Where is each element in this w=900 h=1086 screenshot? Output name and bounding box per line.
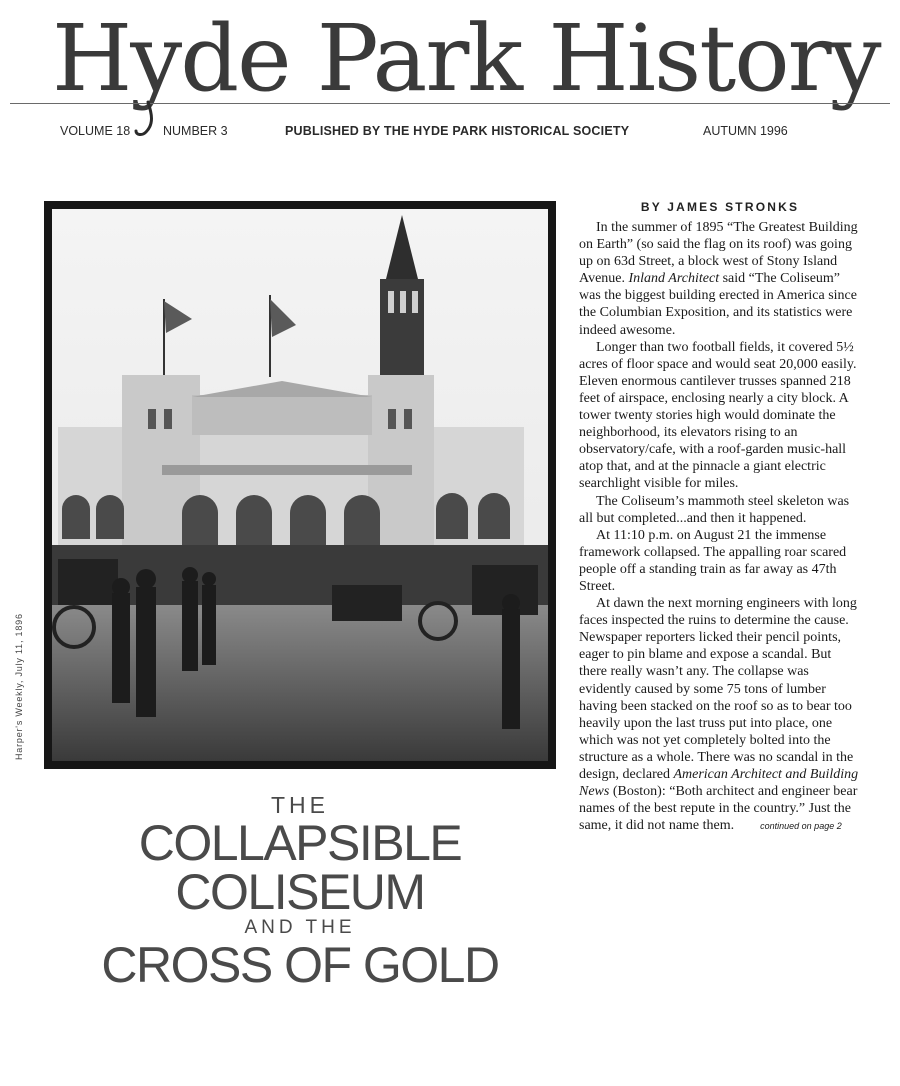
issue-number: NUMBER 3 xyxy=(163,124,228,138)
paragraph-5-text-b: (Boston): “Both architect and engineer bear names of the best repute in the country.” Just the same, it did not name them. xyxy=(579,784,858,834)
headline-cross-of-gold: CROSS OF GOLD xyxy=(101,937,499,993)
headline-the: THE xyxy=(271,792,329,818)
paragraph-4: At 11:10 p.m. on August 21 the immense framework collapsed. The appalling roar scared people off a standing train as far away as 47th Street. xyxy=(579,527,847,594)
coliseum-photo xyxy=(44,201,556,769)
paragraph-5-italic: American Architect and Building News xyxy=(579,767,859,800)
issue-volume: VOLUME 18 xyxy=(60,124,131,138)
publisher-line: PUBLISHED BY THE HYDE PARK HISTORICAL SOCIETY xyxy=(285,124,630,138)
masthead-title: Hyde Park History xyxy=(52,5,880,112)
byline: BY JAMES STRONKS xyxy=(640,200,800,214)
headline-collapsible: COLLAPSIBLE xyxy=(138,815,462,871)
paragraph-5-text-a: At dawn the next morning engineers with long faces inspected the ruins to determine the cause. Newspaper reporters licked their pencil points, eager to pin blame and expose a scandal. But there really wasn’t any. The collapse was evidently caused by some 75 tons of lumber having been stacked on the roof so as to bear too heavily upon the last truss put into place, one which was not yet completely bolted into the structure as a whole. There was no scandal in the design, declared xyxy=(579,596,857,782)
paragraph-1-italic: Inland Architect xyxy=(628,271,720,287)
masthead xyxy=(0,0,900,150)
paragraph-1-text-b: said “The Coliseum” was the biggest building erected in America since the Columbian Exposition, and its statistics were indeed awesome. xyxy=(579,271,857,338)
headline-coliseum: COLISEUM xyxy=(175,864,425,920)
continued-link[interactable]: continued on page 2 xyxy=(760,821,842,832)
issue-season: AUTUMN 1996 xyxy=(703,124,788,138)
paragraph-2: Longer than two football fields, it covered 5½ acres of floor space and would seat 20,000 easily. Eleven enormous cantilever trusses spanned 218 feet of airspace, enclosing nearly a city block. A tower twenty stories high would dominate the neighborhood, its elevators rising to an observatory/cafe, with a roof-garden music-hall atop that, and at the pinnacle a giant electric searchlight visible for miles. xyxy=(579,339,857,492)
paragraph-1 xyxy=(579,219,862,339)
paragraph-1-text-a: In the summer of 1895 “The Greatest Building on Earth” (so said the flag on its roof) was going up on 63d Street, a block west of Stony Island Avenue. xyxy=(579,220,858,287)
headline-and-the: AND THE xyxy=(244,917,356,938)
coliseum-illustration xyxy=(52,209,548,761)
paragraph-3: The Coliseum’s mammoth steel skeleton was all but completed...and then it happened. xyxy=(579,493,850,526)
article-body xyxy=(579,219,862,835)
photo-credit: Harper's Weekly, July 11, 1896 xyxy=(14,613,24,760)
paragraph-5 xyxy=(579,595,862,835)
swirl-ornament-icon xyxy=(128,100,168,140)
